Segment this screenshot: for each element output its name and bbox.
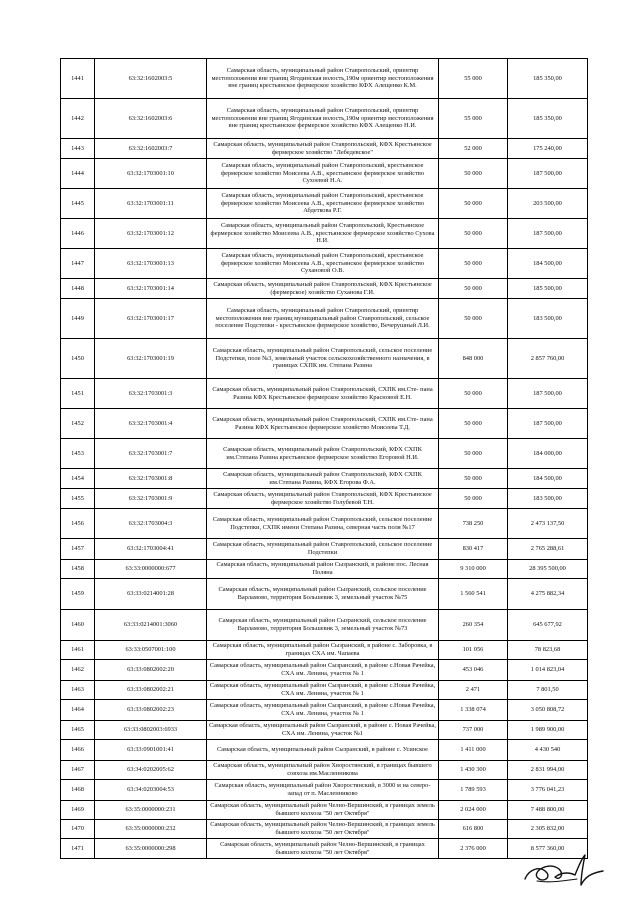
cadastral-value: 8 577 360,00 [508, 839, 588, 859]
area-value: 50 000 [439, 219, 508, 249]
cadastral-number: 63:32:1703001:14 [95, 279, 207, 299]
location-description: Самарская область, муниципальный район Хворостянский, в границах бывшего совхоза им.Масленникова [207, 761, 439, 780]
cadastral-number: 63:32:1703001:13 [95, 249, 207, 279]
row-number: 1452 [61, 409, 95, 439]
cadastral-number: 63:32:1703001:4 [95, 409, 207, 439]
cadastral-number: 63:34:0202005:62 [95, 761, 207, 780]
cadastral-value: 2 473 137,50 [508, 509, 588, 539]
table-row [61, 409, 588, 439]
area-value: 616 800 [439, 820, 508, 839]
row-number: 1460 [61, 610, 95, 641]
location-description: Самарская область, муниципальный район Челно-Вершинский, в границах земель бывшего колхоза "50 лет Октября" [207, 801, 439, 820]
table-row [61, 509, 588, 539]
table-row [61, 579, 588, 610]
cadastral-value: 7 801,50 [508, 681, 588, 700]
cadastral-value: 4 430 540 [508, 740, 588, 761]
cadastral-value: 645 677,92 [508, 610, 588, 641]
cadastral-value: 185 350,00 [508, 59, 588, 99]
location-description: Самарская область, муниципальный район Сызранский, в районе с.Новая Рачейка, СХА им. Ленина, участок № 1 [207, 681, 439, 700]
table-row [61, 139, 588, 159]
cadastral-value: 175 240,00 [508, 139, 588, 159]
cadastral-number: 63:35:0000000:298 [95, 839, 207, 859]
cadastral-number: 63:33:0901001:41 [95, 740, 207, 761]
location-description: Самарская область, муниципальный район Ставропольский, крестьянское фермерское хозяйство Моисеева А.В., крестьянское фермерское хозяйство Абдеткова Р.Г. [207, 189, 439, 219]
cadastral-value: 1 989 900,00 [508, 721, 588, 740]
location-description: Самарская область, муниципальный район Сызранский, в районе с.Новая Рачейка, СХА им. Ленина, участок № 1 [207, 700, 439, 721]
cadastral-number: 63:33:0802003:6933 [95, 721, 207, 740]
table-row [61, 839, 588, 859]
location-description: Самарская область, муниципальный район Ставропольский, ориентир местоположения вне границ Ягодинская волость,190м ориентир местоположения вне границ крестьянское фермерское хозяйство КФХ Алещенко К.М. [207, 59, 439, 99]
location-description: Самарская область, муниципальный район Ставропольский, КФХ Крестьянское (фермерское) хозяйство Суханова Г.И. [207, 279, 439, 299]
table-row [61, 299, 588, 339]
area-value: 52 000 [439, 139, 508, 159]
table-row [61, 59, 588, 99]
area-value: 9 310 000 [439, 560, 508, 579]
cadastral-number: 63:33:0507001:100 [95, 641, 207, 660]
area-value: 2 376 000 [439, 839, 508, 859]
cadastral-value: 185 500,00 [508, 279, 588, 299]
document-sheet [60, 58, 587, 859]
table-row [61, 159, 588, 189]
location-description: Самарская область, муниципальный район Ставропольский, СХПК им.Сте- пана Разина КФХ Крестьянское фермерское хозяйство Моисеева Т.Д. [207, 409, 439, 439]
area-value: 50 000 [439, 409, 508, 439]
cadastral-value: 2 765 288,61 [508, 539, 588, 560]
cadastral-number: 63:32:1703001:11 [95, 189, 207, 219]
table-row [61, 379, 588, 409]
location-description: Самарская область, муниципальный район Сызранский, в районе пос. Лесная Поляна [207, 560, 439, 579]
location-description: Самарская область, муниципальный район Ставропольский, КФХ Крестьянское фермерское хозяйство "Лебедевское" [207, 139, 439, 159]
location-description: Самарская область, муниципальный район Ставропольский, ориентир местоположения вне границ муниципальный район Ставропольский, сельское поселение Подстепки - крестьянское фермерское хозяйство, Вечерушный Л.И. [207, 299, 439, 339]
location-description: Самарская область, муниципальный район Ставропольский, сельское поселение Подстепки, СХПК имени Степана Разина, северная часть поля №17 [207, 509, 439, 539]
table-row [61, 641, 588, 660]
cadastral-number: 63:32:1703001:7 [95, 439, 207, 469]
location-description: Самарская область, муниципальный район Ставропольский, крестьянское фермерское хозяйство Моисеева А.В., крестьянское фермерское хозяйство Сухоевой Н.А. [207, 159, 439, 189]
table-row [61, 189, 588, 219]
cadastral-value: 4 275 882,34 [508, 579, 588, 610]
cadastral-number: 63:33:0802002:21 [95, 681, 207, 700]
cadastral-value: 3 050 808,72 [508, 700, 588, 721]
table-row [61, 469, 588, 489]
cadastral-value: 183 500,00 [508, 489, 588, 509]
table-row [61, 99, 588, 139]
row-number: 1471 [61, 839, 95, 859]
cadastral-value: 2 831 994,00 [508, 761, 588, 780]
table-row [61, 681, 588, 700]
area-value: 50 000 [439, 249, 508, 279]
row-number: 1443 [61, 139, 95, 159]
location-description: Самарская область, муниципальный район Ставропольский, КФХ СХПК им.Степана Разина, КФХ Егорова Ф.А. [207, 469, 439, 489]
area-value: 2 471 [439, 681, 508, 700]
row-number: 1462 [61, 660, 95, 681]
cadastral-number: 63:32:1602003:6 [95, 99, 207, 139]
area-value: 830 417 [439, 539, 508, 560]
table-row [61, 439, 588, 469]
row-number: 1454 [61, 469, 95, 489]
location-description: Самарская область, муниципальный район Сызранский, сельское поселение Варламово, территория Большевик 3, земельный участок №73 [207, 610, 439, 641]
cadastral-value: 2 305 832,00 [508, 820, 588, 839]
table-row [61, 820, 588, 839]
location-description: Самарская область, муниципальный район Ставропольский, СХПК им.Сте- пана Разина КФХ Крестьянское фермерское хозяйство Красновой Е.Н. [207, 379, 439, 409]
area-value: 1 560 541 [439, 579, 508, 610]
row-number: 1444 [61, 159, 95, 189]
row-number: 1456 [61, 509, 95, 539]
table-row [61, 740, 588, 761]
location-description: Самарская область, муниципальный район Ставропольский, Крестьянское фермерское хозяйство Моисеева А.В., крестьянское фермерское хозяйство Сухова Н.И. [207, 219, 439, 249]
cadastral-value: 78 823,68 [508, 641, 588, 660]
cadastral-value: 203 500,00 [508, 189, 588, 219]
location-description: Самарская область, муниципальный район Сызранский, сельское поселение Варламово, территория Большевик 3, земельный участок №75 [207, 579, 439, 610]
area-value: 101 056 [439, 641, 508, 660]
row-number: 1470 [61, 820, 95, 839]
table-row [61, 560, 588, 579]
location-description: Самарская область, муниципальный район Ставропольский, КФХ СХПК им.Степана Разина крестьянское фермерское хозяйство Егоровой Н.И. [207, 439, 439, 469]
cadastral-number: 63:35:0000000:232 [95, 820, 207, 839]
row-number: 1461 [61, 641, 95, 660]
cadastral-value: 184 500,00 [508, 249, 588, 279]
cadastral-value: 184 500,00 [508, 469, 588, 489]
row-number: 1466 [61, 740, 95, 761]
cadastral-value: 185 350,00 [508, 99, 588, 139]
cadastral-value: 2 857 760,00 [508, 339, 588, 379]
location-description: Самарская область, муниципальный район Челно-Вершинский, в границах бывшего колхоза "50 лет Октября" [207, 839, 439, 859]
table-row [61, 660, 588, 681]
location-description: Самарская область, муниципальный район Сызранский, в районе с. Усинское [207, 740, 439, 761]
table-row [61, 539, 588, 560]
row-number: 1449 [61, 299, 95, 339]
area-value: 50 000 [439, 279, 508, 299]
cadastral-number: 63:33:0214001:28 [95, 579, 207, 610]
table-row [61, 801, 588, 820]
area-value: 260 354 [439, 610, 508, 641]
area-value: 50 000 [439, 299, 508, 339]
cadastral-number: 63:33:0802002:23 [95, 700, 207, 721]
cadastral-number: 63:32:1602003:5 [95, 59, 207, 99]
area-value: 55 000 [439, 99, 508, 139]
row-number: 1458 [61, 560, 95, 579]
location-description: Самарская область, муниципальный район Ставропольский, сельское поселение Подстепки [207, 539, 439, 560]
area-value: 1 338 074 [439, 700, 508, 721]
table-row [61, 721, 588, 740]
cadastral-value: 187 500,00 [508, 159, 588, 189]
table-row [61, 610, 588, 641]
table-row [61, 780, 588, 801]
cadastral-number: 63:34:0203004:53 [95, 780, 207, 801]
table-row [61, 249, 588, 279]
area-value: 738 250 [439, 509, 508, 539]
row-number: 1448 [61, 279, 95, 299]
cadastral-number: 63:32:1703001:8 [95, 469, 207, 489]
cadastral-number: 63:32:1703001:10 [95, 159, 207, 189]
row-number: 1465 [61, 721, 95, 740]
area-value: 50 000 [439, 189, 508, 219]
table-row [61, 219, 588, 249]
area-value: 50 000 [439, 439, 508, 469]
location-description: Самарская область, муниципальный район Сызранский, в районе с. Новая Рачейка, СХА им. Ленина, участок №1 [207, 721, 439, 740]
row-number: 1468 [61, 780, 95, 801]
area-value: 2 024 000 [439, 801, 508, 820]
cadastral-value: 183 500,00 [508, 299, 588, 339]
table-row [61, 339, 588, 379]
area-value: 50 000 [439, 469, 508, 489]
cadastral-number: 63:32:1703001:19 [95, 339, 207, 379]
cadastral-number: 63:33:0802002:20 [95, 660, 207, 681]
cadastral-number: 63:33:0214001:3060 [95, 610, 207, 641]
location-description: Самарская область, муниципальный район Ставропольский, КФХ Крестьянское фермерское хозяйство Голубевой Т.Н. [207, 489, 439, 509]
table-row [61, 279, 588, 299]
row-number: 1457 [61, 539, 95, 560]
table-row [61, 489, 588, 509]
table-row [61, 700, 588, 721]
cadastral-number: 63:32:1703001:3 [95, 379, 207, 409]
cadastral-number: 63:32:1602003:7 [95, 139, 207, 159]
row-number: 1441 [61, 59, 95, 99]
row-number: 1459 [61, 579, 95, 610]
location-description: Самарская область, муниципальный район Челно-Вершинский, в границах земель бывшего колхоза "50 лет Октября" [207, 820, 439, 839]
row-number: 1446 [61, 219, 95, 249]
area-value: 1 411 000 [439, 740, 508, 761]
area-value: 50 000 [439, 159, 508, 189]
area-value: 50 000 [439, 379, 508, 409]
cadastral-value: 7 488 800,00 [508, 801, 588, 820]
row-number: 1450 [61, 339, 95, 379]
area-value: 848 000 [439, 339, 508, 379]
row-number: 1464 [61, 700, 95, 721]
table-row [61, 761, 588, 780]
row-number: 1445 [61, 189, 95, 219]
land-plot-table [60, 58, 588, 859]
cadastral-value: 1 014 823,04 [508, 660, 588, 681]
cadastral-number: 63:32:1703004:3 [95, 509, 207, 539]
cadastral-number: 63:32:1703001:17 [95, 299, 207, 339]
row-number: 1455 [61, 489, 95, 509]
cadastral-number: 63:32:1703001:9 [95, 489, 207, 509]
row-number: 1442 [61, 99, 95, 139]
location-description: Самарская область, муниципальный район Ставропольский, сельское поселение Подстепки, поле №3, земельный участок сельскохозяйственного назначения, в границах СХПК им. Степана Разина [207, 339, 439, 379]
row-number: 1463 [61, 681, 95, 700]
cadastral-value: 187 500,00 [508, 379, 588, 409]
area-value: 1 789 593 [439, 780, 508, 801]
cadastral-number: 63:32:1703001:12 [95, 219, 207, 249]
table-body [61, 59, 588, 859]
cadastral-value: 187 500,00 [508, 409, 588, 439]
cadastral-number: 63:33:0000000:677 [95, 560, 207, 579]
location-description: Самарская область, муниципальный район Хворостянский, в 3000 м на северо-запад от п. Масленниково [207, 780, 439, 801]
row-number: 1453 [61, 439, 95, 469]
area-value: 50 000 [439, 489, 508, 509]
cadastral-number: 63:35:0000000:231 [95, 801, 207, 820]
location-description: Самарская область, муниципальный район Сызранский, в районе с. Заборовка, в границах СХА им. Чапаева [207, 641, 439, 660]
area-value: 1 430 300 [439, 761, 508, 780]
cadastral-value: 187 500,00 [508, 219, 588, 249]
cadastral-value: 28 395 500,00 [508, 560, 588, 579]
location-description: Самарская область, муниципальный район Ставропольский, крестьянское фермерское хозяйство Моисеева А.В., крестьянское фермерское хозяйство Сухановой О.В. [207, 249, 439, 279]
row-number: 1451 [61, 379, 95, 409]
area-value: 737 000 [439, 721, 508, 740]
area-value: 453 046 [439, 660, 508, 681]
row-number: 1447 [61, 249, 95, 279]
cadastral-number: 63:32:1703004:41 [95, 539, 207, 560]
handwritten-signature-icon [519, 851, 611, 891]
cadastral-value: 3 776 041,23 [508, 780, 588, 801]
area-value: 55 000 [439, 59, 508, 99]
location-description: Самарская область, муниципальный район Ставропольский, ориентир местоположения вне границ Ягодинская волость,190м ориентир местоположения вне границ крестьянское фермерское хозяйство КФХ Алещенко Н.И. [207, 99, 439, 139]
location-description: Самарская область, муниципальный район Сызранский, в районе с.Новая Рачейка, СХА им. Ленина, участок № 1 [207, 660, 439, 681]
row-number: 1469 [61, 801, 95, 820]
cadastral-value: 184 000,00 [508, 439, 588, 469]
row-number: 1467 [61, 761, 95, 780]
